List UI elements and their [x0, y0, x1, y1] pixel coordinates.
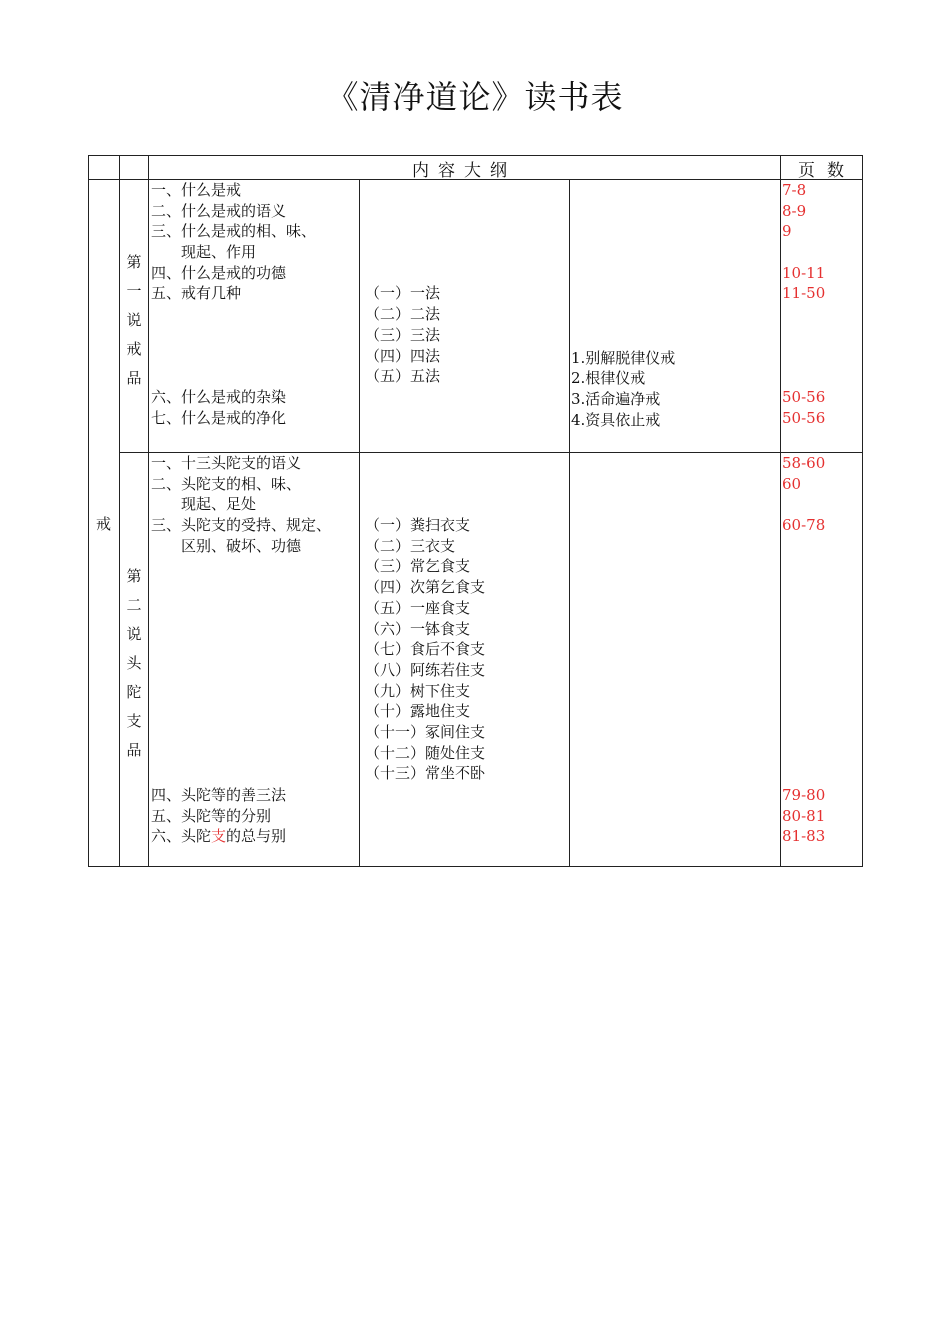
outline-subsubitem: 3.活命遍净戒	[571, 389, 661, 408]
outline-subitem: （二）三衣支	[365, 536, 456, 555]
section-name-char: 一	[126, 282, 142, 300]
page-title: 《清净道论》读书表	[326, 78, 624, 116]
outline-item: 二、什么是戒的语义	[151, 201, 287, 220]
outline-subitem: （一）一法	[365, 284, 441, 303]
root-label: 戒	[96, 515, 112, 533]
outline-subitem: （十二）随处住支	[365, 743, 486, 762]
page-range: 81-83	[782, 827, 826, 846]
page-range: 9	[782, 222, 792, 241]
header-outline: 内容大纲	[412, 161, 516, 181]
section-name-char: 第	[126, 253, 142, 271]
outline-item: 二、头陀支的相、味、	[151, 474, 302, 493]
outline-subitem: （六）一钵食支	[365, 619, 471, 638]
outline-item	[151, 366, 316, 387]
outline-subitem	[365, 201, 440, 222]
section-name-char: 说	[126, 625, 142, 643]
outline-item: 四、头陀等的善三法	[151, 786, 287, 804]
outline-subitem: （五）五法	[365, 367, 441, 386]
outline-subitem: （七）食后不食支	[365, 640, 486, 659]
outline-subitem: （五）一座食支	[365, 598, 471, 617]
section-name-char: 品	[126, 369, 142, 387]
page-range: 58-60	[782, 454, 826, 472]
section-name-char: 二	[126, 596, 142, 614]
section2-outline-last	[151, 826, 286, 847]
header-pages: 页数	[798, 161, 856, 181]
page-range: 50-56	[782, 408, 826, 427]
last-item-prefix: 六、头陀	[151, 827, 212, 845]
outline-subitem: （十一）冢间住支	[365, 722, 486, 741]
outline-subitem: （一）粪扫衣支	[365, 516, 471, 535]
section-name-char: 头	[126, 654, 142, 672]
outline-subitem	[365, 221, 440, 242]
outline-item: 现起、作用	[151, 243, 257, 262]
outline-item: 五、戒有几种	[151, 284, 242, 303]
page-range	[782, 304, 825, 325]
table-right-border	[862, 155, 863, 867]
outline-subitem	[365, 494, 485, 515]
outline-subitem: （八）阿练若住支	[365, 660, 486, 679]
section-name-char: 陀	[126, 683, 142, 701]
page-range: 11-50	[782, 284, 826, 303]
page-range: 80-81	[782, 806, 826, 825]
page-range	[782, 366, 825, 387]
outline-item: 三、什么是戒的相、味、	[151, 222, 317, 241]
outline-item: 七、什么是戒的净化	[151, 408, 287, 427]
section-name-vertical	[126, 248, 142, 393]
section2-outline-level1-tail	[151, 785, 286, 826]
col-divider-level2	[359, 179, 360, 867]
outline-item: 三、头陀支的受持、规定、	[151, 516, 332, 535]
outline-subsubitem: 1.别解脱律仪戒	[571, 348, 676, 367]
outline-item: 现起、足处	[151, 495, 257, 514]
page-range: 60-78	[782, 516, 826, 535]
col-divider-root	[119, 155, 120, 867]
outline-subitem: （四）次第乞食支	[365, 578, 486, 597]
section2-outline-level1	[151, 453, 331, 556]
section2-page-numbers	[782, 453, 825, 536]
col-divider-section	[148, 155, 149, 867]
page-range: 8-9	[782, 201, 807, 220]
outline-subitem: （十三）常坐不卧	[365, 764, 486, 783]
outline-subitem: （四）四法	[365, 346, 441, 365]
page-range	[782, 346, 825, 367]
section-name-char: 说	[126, 311, 142, 329]
page-range: 10-11	[782, 263, 826, 282]
outline-subsubitem	[571, 306, 675, 327]
outline-item: 一、十三头陀支的语义	[151, 454, 302, 472]
outline-subsubitem	[571, 244, 675, 265]
section1-outline-level3	[571, 182, 675, 430]
outline-subsubitem: 4.资具依止戒	[571, 410, 661, 429]
outline-subitem: （三）三法	[365, 325, 441, 344]
section-name-char: 品	[126, 741, 142, 759]
outline-item: 六、什么是戒的杂染	[151, 387, 287, 406]
section2-outline-level2	[365, 453, 485, 784]
outline-subsubitem	[571, 182, 675, 203]
outline-subitem	[365, 180, 440, 201]
outline-subitem: （二）二法	[365, 305, 441, 324]
outline-subitem	[365, 242, 440, 263]
outline-subsubitem	[571, 265, 675, 286]
page-range: 60	[782, 474, 802, 493]
outline-subsubitem	[571, 223, 675, 244]
page-range: 50-56	[782, 387, 826, 406]
last-item-highlight: 支	[211, 827, 227, 845]
page-range	[782, 242, 825, 263]
section1-outline-level1	[151, 180, 316, 428]
outline-subitem	[365, 408, 440, 429]
outline-subitem: （九）树下住支	[365, 681, 471, 700]
col-divider-level3	[569, 179, 570, 867]
outline-subitem	[365, 387, 440, 408]
outline-item: 一、什么是戒	[151, 181, 242, 199]
table-left-border	[88, 155, 89, 867]
outline-subitem: （十）露地住支	[365, 702, 471, 721]
outline-subitem	[365, 263, 440, 284]
outline-item	[151, 325, 316, 346]
outline-item	[151, 304, 316, 325]
section2-page-numbers-tail	[782, 785, 825, 847]
outline-item	[151, 346, 316, 367]
col-divider-pages	[780, 155, 781, 867]
section-name-vertical	[126, 562, 142, 765]
outline-subitem	[365, 453, 485, 474]
section-name-char: 支	[126, 712, 142, 730]
outline-subsubitem	[571, 285, 675, 306]
section-name-char: 第	[126, 567, 142, 585]
page-range	[782, 494, 825, 515]
outline-subsubitem: 2.根律仪戒	[571, 369, 646, 388]
outline-subsubitem	[571, 327, 675, 348]
page-range: 7-8	[782, 181, 807, 199]
outline-item: 区别、破坏、功德	[151, 536, 302, 555]
section1-page-numbers	[782, 180, 825, 428]
table-bottom-border	[88, 866, 863, 867]
section-name-char: 戒	[126, 340, 142, 358]
page-range	[782, 325, 825, 346]
outline-subitem	[365, 474, 485, 495]
page-range: 79-80	[782, 786, 826, 804]
outline-subitem: （三）常乞食支	[365, 557, 471, 576]
section1-outline-level2	[365, 180, 440, 428]
outline-item: 五、头陀等的分别	[151, 806, 272, 825]
outline-item: 四、什么是戒的功德	[151, 263, 287, 282]
outline-subsubitem	[571, 203, 675, 224]
last-item-suffix: 的总与别	[226, 827, 287, 845]
